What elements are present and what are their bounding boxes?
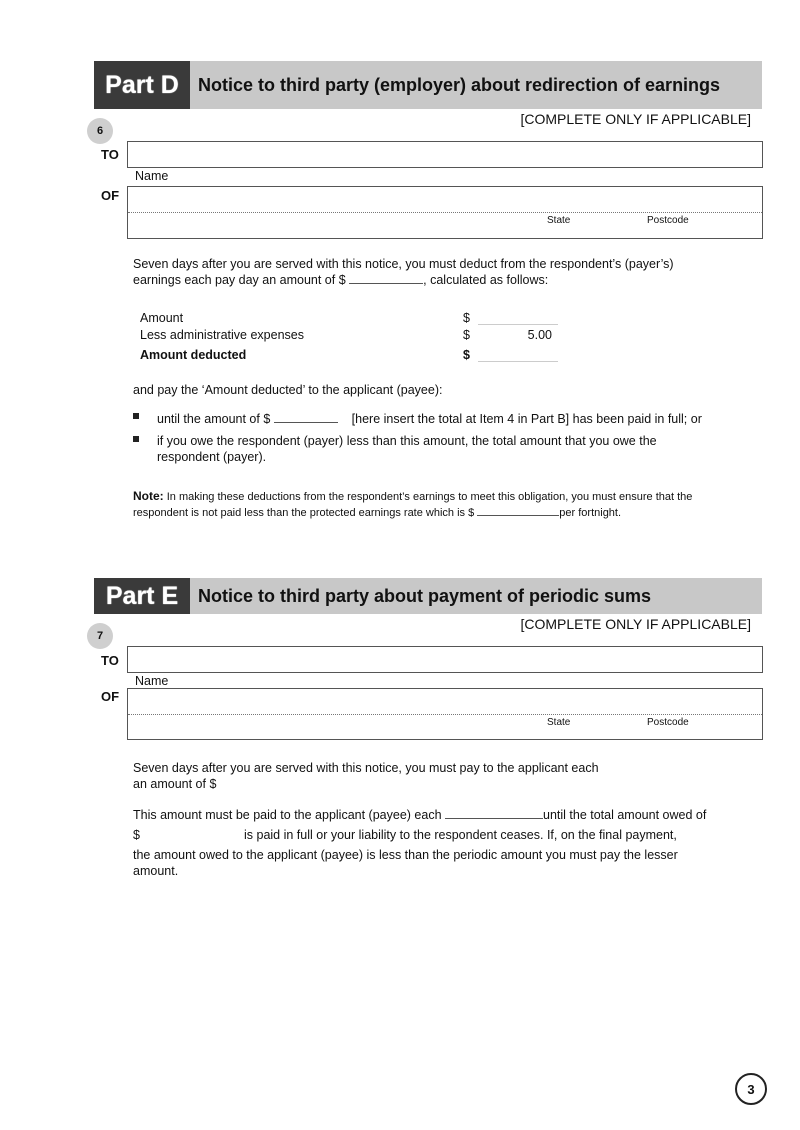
- bullet-2-line2: respondent (payer).: [157, 450, 267, 464]
- bullet-1: [157, 410, 702, 427]
- part-d-of-address-field[interactable]: [127, 186, 763, 239]
- part-d-to-name-field[interactable]: [127, 141, 763, 168]
- calc-value-deducted[interactable]: [478, 347, 558, 362]
- part-d-header: [94, 61, 762, 109]
- part-d-intro-line2: [133, 271, 548, 288]
- part-e-of-address-field[interactable]: [127, 688, 763, 740]
- part-e-tag: Part E: [94, 578, 190, 614]
- pay-line-prefix: This amount must be paid to the applicant (payee) each: [133, 808, 442, 822]
- note-line2-suffix: per fortnight.: [559, 507, 622, 519]
- of-label: OF: [101, 689, 120, 704]
- postcode-label: Postcode: [647, 717, 689, 728]
- total-owed-blank[interactable]: [144, 827, 240, 841]
- calc-label-deducted: Amount deducted: [140, 348, 247, 362]
- page-number: 3: [735, 1073, 767, 1105]
- name-label: Name: [135, 674, 169, 688]
- period-blank[interactable]: [445, 806, 543, 819]
- protected-rate-blank[interactable]: [477, 504, 559, 516]
- calc-value-amount[interactable]: [478, 310, 558, 325]
- total-dollar-sign: $: [133, 828, 140, 842]
- note-line2: [133, 504, 621, 521]
- final-line2: amount.: [133, 864, 179, 878]
- note-text: In making these deductions from the respondent’s earnings to meet this obligation, you must ensure that the: [166, 491, 693, 503]
- bullet-icon: [133, 413, 139, 419]
- calc-currency: $: [463, 328, 470, 342]
- pay-line: and pay the ‘Amount deducted’ to the applicant (payee):: [133, 383, 443, 397]
- intro-suffix: , calculated as follows:: [423, 273, 549, 287]
- name-label: Name: [135, 169, 169, 183]
- part-d-intro-line1: Seven days after you are served with this notice, you must deduct from the respondent’s (payer’s): [133, 257, 674, 271]
- final-line1: the amount owed to the applicant (payee) is less than the periodic amount you must pay the lesser: [133, 848, 678, 862]
- part-d-tag: Part D: [94, 61, 190, 109]
- note-label: Note:: [133, 489, 164, 503]
- part-e-intro-line1: Seven days after you are served with this notice, you must pay to the applicant each: [133, 761, 599, 775]
- of-label: OF: [101, 188, 120, 203]
- amount-blank[interactable]: [349, 271, 423, 284]
- part-e-header: [94, 578, 762, 614]
- paid-line-rest: is paid in full or your liability to the respondent ceases. If, on the final payment,: [244, 828, 677, 842]
- item-number-badge: 6: [87, 118, 113, 144]
- state-label: State: [547, 717, 571, 728]
- bullet-2-line1: if you owe the respondent (payer) less than this amount, the total amount that you owe the: [157, 434, 657, 448]
- part-e-pay-line: [133, 806, 706, 823]
- to-label: TO: [101, 147, 119, 162]
- bullet-1-suffix: [here insert the total at Item 4 in Part B] has been paid in full; or: [351, 412, 702, 426]
- calc-currency: $: [463, 311, 470, 325]
- item-number-badge: 7: [87, 623, 113, 649]
- part-e-applicable-note: [COMPLETE ONLY IF APPLICABLE]: [520, 616, 751, 632]
- calc-label-amount: Amount: [140, 311, 184, 325]
- part-e-title: Notice to third party about payment of periodic sums: [198, 586, 652, 606]
- note-line2-prefix: respondent is not paid less than the protected earnings rate which is $: [133, 507, 475, 519]
- address-divider: [128, 714, 762, 715]
- part-d-title: Notice to third party (employer) about redirection of earnings: [198, 75, 721, 95]
- part-e-to-name-field[interactable]: [127, 646, 763, 673]
- note-line1: [133, 488, 692, 505]
- intro-prefix: earnings each pay day an amount of $: [133, 273, 346, 287]
- calc-value-admin: 5.00: [527, 328, 552, 342]
- calc-label-admin: Less administrative expenses: [140, 328, 304, 342]
- part-e-intro-line2: an amount of $: [133, 777, 217, 791]
- bullet-icon: [133, 436, 139, 442]
- postcode-label: Postcode: [647, 215, 689, 226]
- pay-line-suffix: until the total amount owed of: [543, 808, 707, 822]
- calc-currency: $: [463, 348, 470, 362]
- bullet-1-prefix: until the amount of $: [157, 412, 271, 426]
- total-blank[interactable]: [274, 410, 338, 423]
- to-label: TO: [101, 653, 119, 668]
- part-d-applicable-note: [COMPLETE ONLY IF APPLICABLE]: [520, 111, 751, 127]
- state-label: State: [547, 215, 571, 226]
- address-divider: [128, 212, 762, 213]
